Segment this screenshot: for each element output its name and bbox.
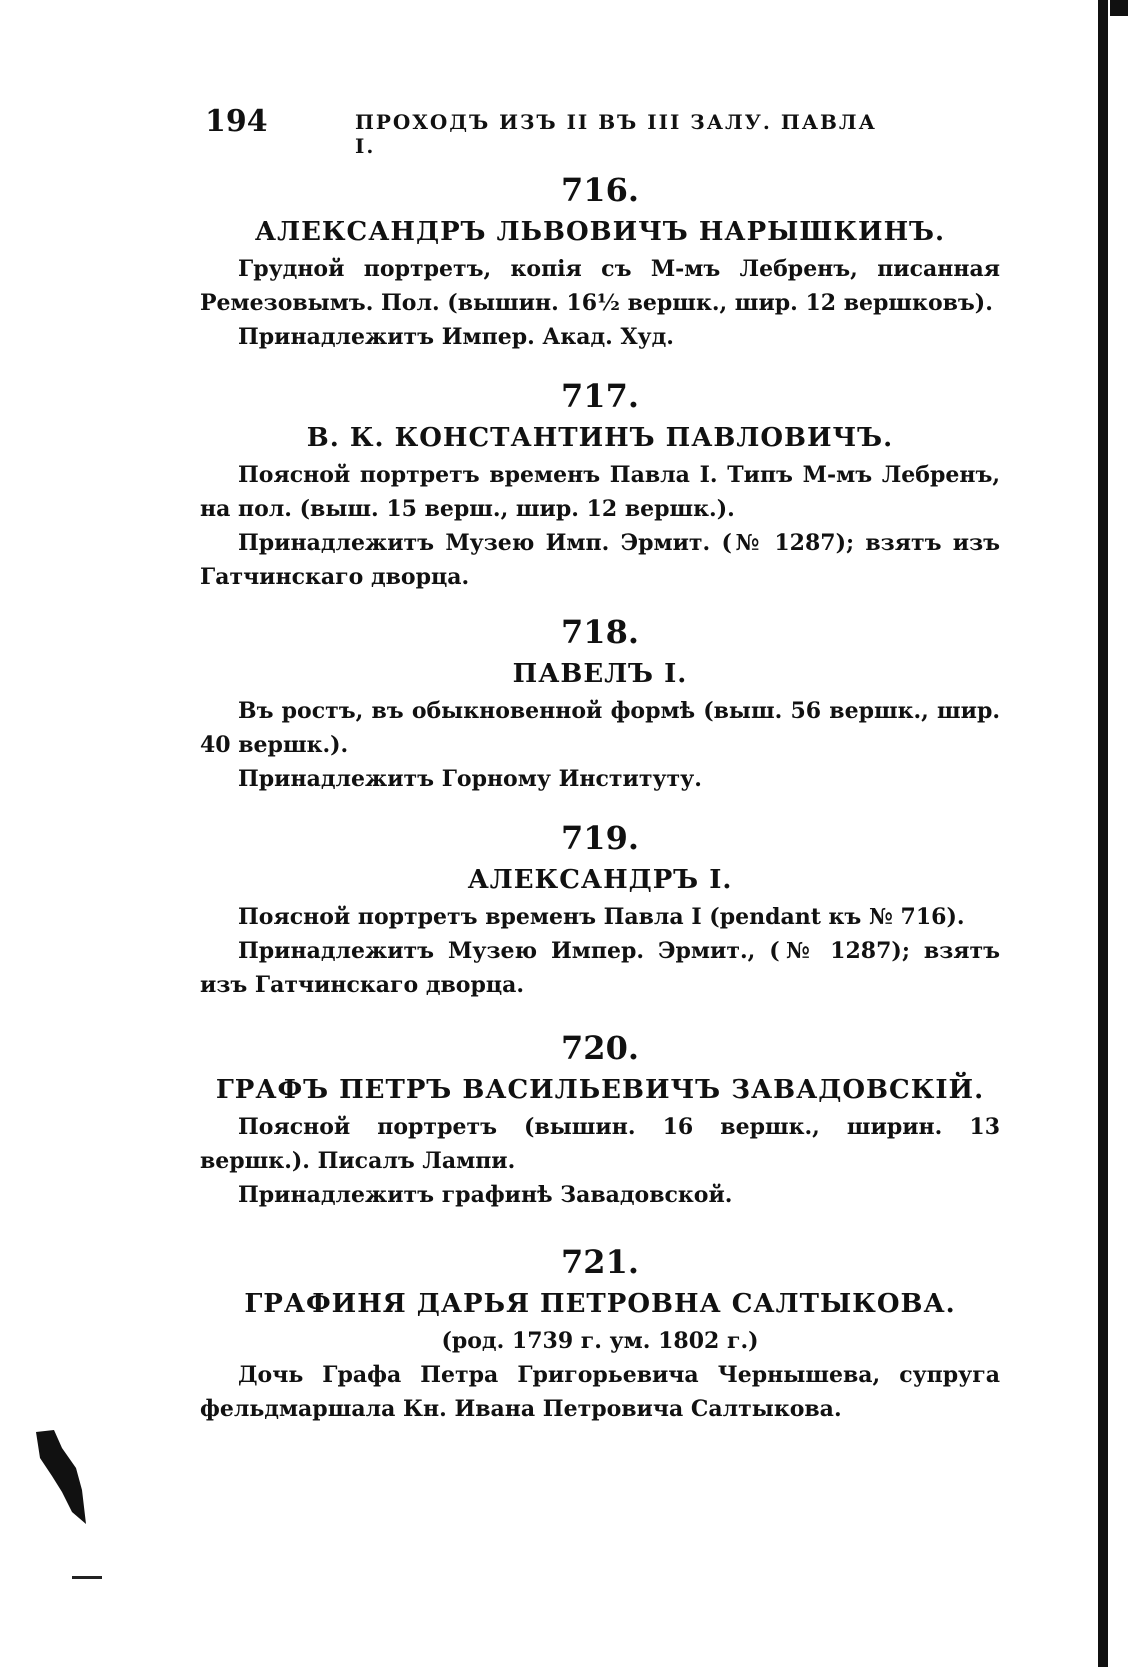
scan-edge-shadow [1098,0,1108,1667]
entry-description: Въ ростъ, въ обыкновенной формѣ (выш. 56 вершк., шир. 40 вершк.). [200,698,1000,758]
entry-life-dates: (род. 1739 г. ум. 1802 г.) [441,1328,759,1354]
catalog-entry-720 [200,1026,1000,1212]
entry-number: 720. [561,1029,639,1067]
entry-description: Поясной портретъ (вышин. 16 вершк., ширин. 13 вершк.). Писалъ Лампи. [200,1114,1000,1174]
catalog-entry-719 [200,816,1000,1002]
entry-description: Поясной портретъ временъ Павла I (pendant къ № 716). [238,904,965,930]
entry-description: Поясной портретъ временъ Павла I. Типъ М-мъ Лебренъ, на пол. (выш. 15 верш., шир. 12 вершк.). [200,462,1000,522]
entry-ownership: Принадлежитъ Горному Институту. [238,766,702,792]
entry-number: 718. [561,613,639,651]
scan-mark [72,1576,102,1579]
entry-description: Дочь Графа Петра Григорьевича Чернышева, супруга фельдмаршала Кн. Ивана Петровича Салтыкова. [200,1362,1000,1422]
entry-title: АЛЕКСАНДРЪ ЛЬВОВИЧЪ НАРЫШКИНЪ. [254,217,946,247]
entry-number: 719. [561,819,639,857]
entry-number: 721. [561,1243,639,1281]
catalog-entry-721 [200,1240,1000,1426]
entry-ownership: Принадлежитъ Импер. Акад. Худ. [238,324,674,350]
catalog-entry-716 [200,168,1000,354]
entry-ownership: Принадлежитъ графинѣ Завадовской. [238,1182,733,1208]
entry-ownership: Принадлежитъ Музею Имп. Эрмит. (№ 1287); взятъ изъ Гатчинскаго дворца. [200,530,1000,590]
entry-number: 717. [561,377,639,415]
entry-title: ГРАФИНЯ ДАРЬЯ ПЕТРОВНА САЛТЫКОВА. [244,1289,956,1319]
entry-description: Грудной портретъ, копія съ М-мъ Лебренъ, писанная Ремезовымъ. Пол. (вышин. 16½ вершк., шир. 12 вершковъ). [200,256,1000,316]
page-header [205,104,905,158]
ink-blot-mark [32,1428,88,1528]
catalog-entry-718 [200,610,1000,796]
page-number: 194 [205,104,268,139]
entry-title: В. К. КОНСТАНТИНЪ ПАВЛОВИЧЪ. [306,423,894,453]
entry-title: ГРАФЪ ПЕТРЪ ВАСИЛЬЕВИЧЪ ЗАВАДОВСКІЙ. [215,1075,985,1105]
running-head: ПРОХОДЪ ИЗЪ II ВЪ III ЗАЛУ. ПАВЛА I. [355,110,877,158]
entry-title: АЛЕКСАНДРЪ I. [467,865,733,895]
catalog-entry-717 [200,374,1000,594]
entry-number: 716. [561,171,639,209]
entry-ownership: Принадлежитъ Музею Импер. Эрмит., (№ 1287); взятъ изъ Гатчинскаго дворца. [200,938,1000,998]
scan-corner-mark [1110,0,1128,16]
entry-title: ПАВЕЛЪ I. [512,659,688,689]
